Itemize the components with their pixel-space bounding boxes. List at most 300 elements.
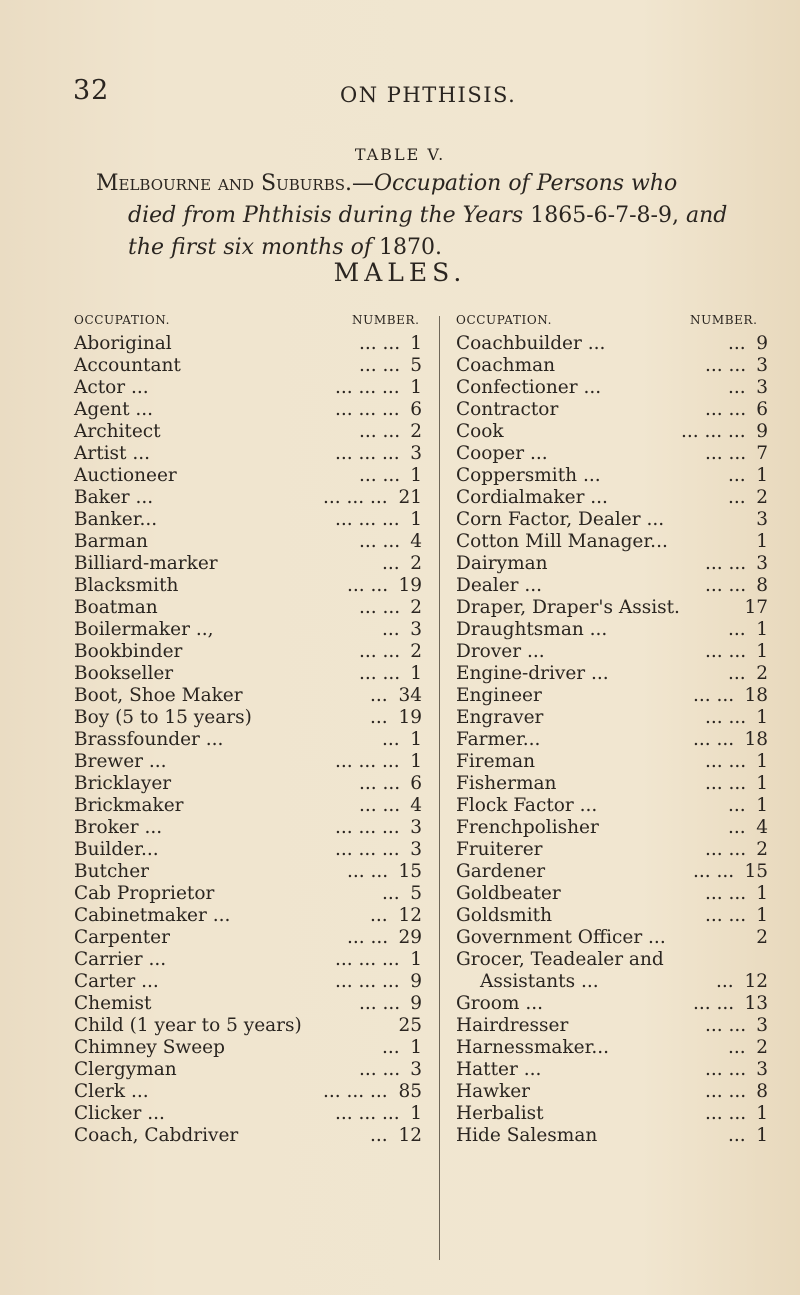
occupation-name: Fisherman (456, 773, 557, 794)
occupation-name: Hatter ... (456, 1059, 542, 1080)
leader-dots: ... ... ... (681, 421, 746, 442)
leader-dots: ... ... (347, 575, 389, 596)
occupation-count: 5 (410, 355, 422, 376)
table-row (74, 663, 422, 685)
leader-dots: ... (728, 619, 746, 640)
table-row (74, 927, 422, 949)
occupation-name: Boot, Shoe Maker (74, 685, 243, 706)
leader-dots: ... ... (705, 575, 747, 596)
leader-dots: ... ... (705, 1059, 747, 1080)
occupation-name: Assistants ... (480, 971, 599, 992)
occupation-name: Flock Factor ... (456, 795, 598, 816)
leader-dots: ... ... (705, 355, 747, 376)
occupation-name: Dealer ... (456, 575, 543, 596)
occupation-name: Agent ... (74, 399, 154, 420)
leader-dots: ... ... (705, 905, 747, 926)
occupation-name: Carter ... (74, 971, 159, 992)
occupation-name: Coachman (456, 355, 556, 376)
occupation-name: Bricklayer (74, 773, 172, 794)
occupation-name: Blacksmith (74, 575, 179, 596)
table-row (74, 1081, 422, 1103)
occupation-name: Brassfounder ... (74, 729, 224, 750)
caption-dash: — (351, 171, 374, 196)
leader-dots: ... ... ... (335, 839, 400, 860)
leader-dots: ... ... ... (335, 817, 400, 838)
leader-dots: ... ... ... (335, 1103, 400, 1124)
leader-dots: ... ... (693, 993, 735, 1014)
table-row (456, 883, 768, 905)
occupation-name: Builder... (74, 839, 159, 860)
table-row (74, 465, 422, 487)
table-row (456, 1059, 768, 1081)
leader-dots: ... ... (347, 861, 389, 882)
leader-dots: ... (728, 817, 746, 838)
occupation-count: 1 (410, 949, 422, 970)
table-row (74, 949, 422, 971)
occupation-count: 29 (398, 927, 422, 948)
table-row (456, 817, 768, 839)
table-row (456, 619, 768, 641)
occupation-count: 18 (744, 685, 768, 706)
leader-dots: ... ... (705, 751, 747, 772)
table-row (456, 355, 768, 377)
occupation-count: 12 (398, 1125, 422, 1146)
table-row (74, 839, 422, 861)
table-row (456, 575, 768, 597)
occupation-name: Child (1 year to 5 years) (74, 1015, 302, 1036)
leader-dots: ... ... ... (335, 377, 400, 398)
running-head: ON PHTHISIS. (340, 83, 517, 107)
table-row (74, 377, 422, 399)
caption-line3: the first six months of 1870. (128, 235, 443, 260)
occupation-name: Banker... (74, 509, 158, 530)
right-header-number: NUMBER. (690, 313, 758, 327)
occupation-name: Coach, Cabdriver (74, 1125, 239, 1146)
table-row (74, 531, 422, 553)
table-row (74, 641, 422, 663)
table-row (456, 927, 768, 949)
occupation-name: Cook (456, 421, 504, 442)
left-header-number: NUMBER. (352, 313, 420, 327)
table-row (74, 509, 422, 531)
occupation-count: 12 (744, 971, 768, 992)
table-row (456, 487, 768, 509)
leader-dots: ... ... (359, 531, 401, 552)
occupation-name: Draughtsman ... (456, 619, 608, 640)
occupation-count: 1 (756, 707, 768, 728)
leader-dots: ... ... ... (335, 751, 400, 772)
table-row (456, 707, 768, 729)
leader-dots: ... ... (705, 1081, 747, 1102)
occupation-name: Actor ... (74, 377, 149, 398)
table-row (74, 729, 422, 751)
occupation-count: 1 (410, 509, 422, 530)
occupation-count: 6 (756, 399, 768, 420)
table-row (74, 619, 422, 641)
occupation-name: Architect (74, 421, 161, 442)
occupation-count: 9 (756, 421, 768, 442)
occupation-count: 1 (756, 641, 768, 662)
right-rows (456, 333, 768, 1147)
occupation-name: Artist ... (74, 443, 151, 464)
occupation-count: 25 (398, 1015, 422, 1036)
occupation-count: 2 (410, 553, 422, 574)
leader-dots: ... ... (359, 421, 401, 442)
occupation-name: Chimney Sweep (74, 1037, 225, 1058)
table-row (456, 839, 768, 861)
occupation-count: 7 (756, 443, 768, 464)
table-row (456, 553, 768, 575)
occupation-count: 15 (398, 861, 422, 882)
occupation-name: Government Officer ... (456, 927, 666, 948)
table-row (74, 1103, 422, 1125)
table-row (74, 883, 422, 905)
occupation-count: 1 (756, 773, 768, 794)
table-row (74, 817, 422, 839)
occupation-name: Chemist (74, 993, 152, 1014)
leader-dots: ... (382, 883, 400, 904)
occupation-count: 6 (410, 773, 422, 794)
occupation-count: 1 (410, 1037, 422, 1058)
occupation-count: 18 (744, 729, 768, 750)
occupation-count: 1 (756, 619, 768, 640)
occupation-name: Carrier ... (74, 949, 167, 970)
occupation-count: 3 (756, 509, 768, 530)
table-row (74, 553, 422, 575)
table-row (456, 795, 768, 817)
occupation-name: Confectioner ... (456, 377, 602, 398)
table-row (456, 443, 768, 465)
table-row (456, 597, 768, 619)
table-row (456, 971, 768, 993)
occupation-name: Engineer (456, 685, 542, 706)
occupation-count: 3 (756, 1059, 768, 1080)
occupation-count: 1 (756, 905, 768, 926)
occupation-count: 1 (756, 751, 768, 772)
occupation-name: Hairdresser (456, 1015, 569, 1036)
table-row (456, 751, 768, 773)
leader-dots: ... ... (705, 443, 747, 464)
leader-dots: ... (728, 377, 746, 398)
occupation-count: 1 (410, 1103, 422, 1124)
occupation-count: 15 (744, 861, 768, 882)
table-row (74, 707, 422, 729)
table-row (456, 861, 768, 883)
occupation-name: Gardener (456, 861, 546, 882)
section-title-males: MALES. (333, 258, 467, 287)
occupation-count: 85 (398, 1081, 422, 1102)
table-row (74, 971, 422, 993)
occupation-count: 1 (410, 751, 422, 772)
table-row (456, 377, 768, 399)
table-row (456, 905, 768, 927)
occupation-count: 4 (410, 531, 422, 552)
table-row (74, 355, 422, 377)
occupation-count: 3 (410, 443, 422, 464)
table-row (456, 641, 768, 663)
occupation-name: Barman (74, 531, 148, 552)
occupation-name: Goldsmith (456, 905, 552, 926)
occupation-name: Brickmaker (74, 795, 184, 816)
leader-dots: ... ... (359, 355, 401, 376)
page-number: 32 (73, 75, 110, 106)
leader-dots: ... ... (359, 333, 401, 354)
occupation-count: 19 (398, 575, 422, 596)
table-row (456, 1015, 768, 1037)
leader-dots: ... ... (705, 839, 747, 860)
table-row (74, 993, 422, 1015)
table-row (74, 443, 422, 465)
occupation-count: 1 (756, 1103, 768, 1124)
occupation-name: Fruiterer (456, 839, 543, 860)
leader-dots: ... (382, 553, 400, 574)
occupation-count: 2 (756, 839, 768, 860)
occupation-name: Engraver (456, 707, 544, 728)
occupation-count: 1 (756, 795, 768, 816)
occupation-count: 1 (756, 883, 768, 904)
occupation-name: Coachbuilder ... (456, 333, 606, 354)
occupation-name: Goldbeater (456, 883, 561, 904)
occupation-count: 9 (410, 993, 422, 1014)
occupation-name: Coppersmith ... (456, 465, 601, 486)
table-row (74, 905, 422, 927)
leader-dots: ... ... ... (335, 949, 400, 970)
occupation-count: 19 (398, 707, 422, 728)
table-caption (96, 168, 756, 264)
leader-dots: ... ... (359, 1059, 401, 1080)
occupation-count: 9 (756, 333, 768, 354)
table-row (456, 1125, 768, 1147)
leader-dots: ... ... (705, 1103, 747, 1124)
leader-dots: ... (382, 1037, 400, 1058)
occupation-count: 8 (756, 575, 768, 596)
occupation-count: 2 (756, 927, 768, 948)
leader-dots: ... (716, 971, 734, 992)
occupation-count: 2 (756, 1037, 768, 1058)
table-row (456, 333, 768, 355)
occupation-count: 34 (398, 685, 422, 706)
leader-dots: ... ... (359, 597, 401, 618)
occupation-name: Cabinetmaker ... (74, 905, 231, 926)
occupation-name: Boy (5 to 15 years) (74, 707, 252, 728)
leader-dots: ... (728, 465, 746, 486)
occupation-count: 3 (410, 619, 422, 640)
table-row (456, 399, 768, 421)
leader-dots: ... (728, 1037, 746, 1058)
occupation-name: Fireman (456, 751, 536, 772)
occupation-count: 1 (756, 465, 768, 486)
table-row (74, 333, 422, 355)
occupation-name: Clicker ... (74, 1103, 165, 1124)
leader-dots: ... ... ... (335, 509, 400, 530)
table-row (74, 1059, 422, 1081)
leader-dots: ... ... (359, 663, 401, 684)
occupation-name: Herbalist (456, 1103, 544, 1124)
occupation-name: Aboriginal (74, 333, 172, 354)
leader-dots: ... ... (359, 465, 401, 486)
caption-line1: Occupation of Persons who (373, 171, 678, 196)
occupation-name: Dairyman (456, 553, 548, 574)
table-row (456, 465, 768, 487)
occupation-count: 4 (756, 817, 768, 838)
leader-dots: ... ... ... (335, 443, 400, 464)
table-row (74, 1125, 422, 1147)
occupation-count: 21 (398, 487, 422, 508)
occupation-name: Bookbinder (74, 641, 183, 662)
occupation-name: Carpenter (74, 927, 170, 948)
occupation-count: 2 (410, 641, 422, 662)
occupation-count: 8 (756, 1081, 768, 1102)
table-row (456, 685, 768, 707)
leader-dots: ... (728, 487, 746, 508)
occupation-name: Hide Salesman (456, 1125, 598, 1146)
leader-dots: ... ... ... (335, 399, 400, 420)
occupation-name: Boatman (74, 597, 158, 618)
leader-dots: ... ... (705, 1015, 747, 1036)
leader-dots: ... ... (693, 861, 735, 882)
table-row (456, 993, 768, 1015)
table-row (74, 861, 422, 883)
leader-dots: ... (728, 1125, 746, 1146)
leader-dots: ... (728, 795, 746, 816)
occupation-name: Harnessmaker... (456, 1037, 610, 1058)
occupation-count: 3 (410, 839, 422, 860)
occupation-count: 5 (410, 883, 422, 904)
table-row (456, 949, 768, 971)
left-header-occupation: OCCUPATION. (74, 313, 171, 327)
occupation-count: 2 (410, 597, 422, 618)
occupation-count: 13 (744, 993, 768, 1014)
leader-dots: ... ... (705, 553, 747, 574)
table-row (74, 399, 422, 421)
table-title: TABLE V. (354, 145, 446, 164)
table-row (456, 1037, 768, 1059)
leader-dots: ... ... (705, 707, 747, 728)
leader-dots: ... ... (693, 729, 735, 750)
occupation-name: Draper, Draper's Assist. (456, 597, 680, 618)
leader-dots: ... ... ... (323, 487, 388, 508)
table-row (74, 575, 422, 597)
table-row (456, 421, 768, 443)
leader-dots: ... ... (359, 773, 401, 794)
right-header-occupation: OCCUPATION. (456, 313, 553, 327)
occupation-count: 1 (756, 1125, 768, 1146)
occupation-name: Clergyman (74, 1059, 177, 1080)
leader-dots: ... ... (359, 993, 401, 1014)
occupation-count: 3 (410, 817, 422, 838)
occupation-name: Boilermaker .., (74, 619, 214, 640)
occupation-name: Broker ... (74, 817, 163, 838)
occupation-name: Auctioneer (74, 465, 177, 486)
table-row (456, 1081, 768, 1103)
occupation-count: 4 (410, 795, 422, 816)
occupation-count: 9 (410, 971, 422, 992)
leader-dots: ... (370, 707, 388, 728)
leader-dots: ... (382, 729, 400, 750)
occupation-name: Baker ... (74, 487, 154, 508)
leader-dots: ... (370, 685, 388, 706)
leader-dots: ... ... ... (323, 1081, 388, 1102)
occupation-name: Clerk ... (74, 1081, 149, 1102)
table-row (456, 663, 768, 685)
table-row (456, 1103, 768, 1125)
occupation-count: 2 (410, 421, 422, 442)
occupation-count: 3 (410, 1059, 422, 1080)
occupation-count: 2 (756, 487, 768, 508)
occupation-name: Cab Proprietor (74, 883, 215, 904)
left-rows (74, 333, 422, 1147)
leader-dots: ... (370, 905, 388, 926)
occupation-name: Farmer... (456, 729, 541, 750)
leader-dots: ... ... (705, 399, 747, 420)
occupation-name: Cordialmaker ... (456, 487, 608, 508)
table-row (74, 685, 422, 707)
table-row (456, 773, 768, 795)
occupation-count: 6 (410, 399, 422, 420)
leader-dots: ... ... (359, 795, 401, 816)
occupation-count: 3 (756, 553, 768, 574)
occupation-name: Drover ... (456, 641, 545, 662)
table-row (74, 1037, 422, 1059)
occupation-name: Bookseller (74, 663, 174, 684)
occupation-name: Corn Factor, Dealer ... (456, 509, 665, 530)
table-row (456, 531, 768, 553)
occupation-name: Brewer ... (74, 751, 167, 772)
table-row (74, 487, 422, 509)
occupation-count: 2 (756, 663, 768, 684)
leader-dots: ... (728, 333, 746, 354)
occupation-name: Butcher (74, 861, 150, 882)
occupation-name: Engine-driver ... (456, 663, 609, 684)
leader-dots: ... ... (359, 641, 401, 662)
occupation-name: Cooper ... (456, 443, 548, 464)
occupation-count: 1 (410, 333, 422, 354)
occupation-count: 17 (744, 597, 768, 618)
occupation-count: 1 (410, 465, 422, 486)
occupation-count: 1 (410, 729, 422, 750)
column-divider (439, 316, 440, 1260)
caption-line2: died from Phthisis during the Years 1865-6-7-8-9, and (128, 203, 728, 228)
occupation-count: 3 (756, 377, 768, 398)
leader-dots: ... ... (693, 685, 735, 706)
occupation-count: 3 (756, 355, 768, 376)
leader-dots: ... ... (705, 773, 747, 794)
occupation-count: 12 (398, 905, 422, 926)
table-row (74, 773, 422, 795)
leader-dots: ... (370, 1125, 388, 1146)
table-row (74, 1015, 422, 1037)
table-row (74, 421, 422, 443)
table-row (74, 751, 422, 773)
leader-dots: ... (382, 619, 400, 640)
table-row (74, 795, 422, 817)
occupation-name: Groom ... (456, 993, 543, 1014)
table-row (74, 597, 422, 619)
occupation-name: Accountant (74, 355, 181, 376)
table-row (456, 509, 768, 531)
leader-dots: ... ... (347, 927, 389, 948)
occupation-name: Hawker (456, 1081, 530, 1102)
occupation-name: Billiard-marker (74, 553, 218, 574)
occupation-name: Contractor (456, 399, 559, 420)
occupation-count: 3 (756, 1015, 768, 1036)
occupation-name: Grocer, Teadealer and (456, 949, 664, 970)
table-row (456, 729, 768, 751)
occupation-count: 1 (756, 531, 768, 552)
leader-dots: ... ... ... (335, 971, 400, 992)
leader-dots: ... ... (705, 641, 747, 662)
leader-dots: ... (728, 663, 746, 684)
